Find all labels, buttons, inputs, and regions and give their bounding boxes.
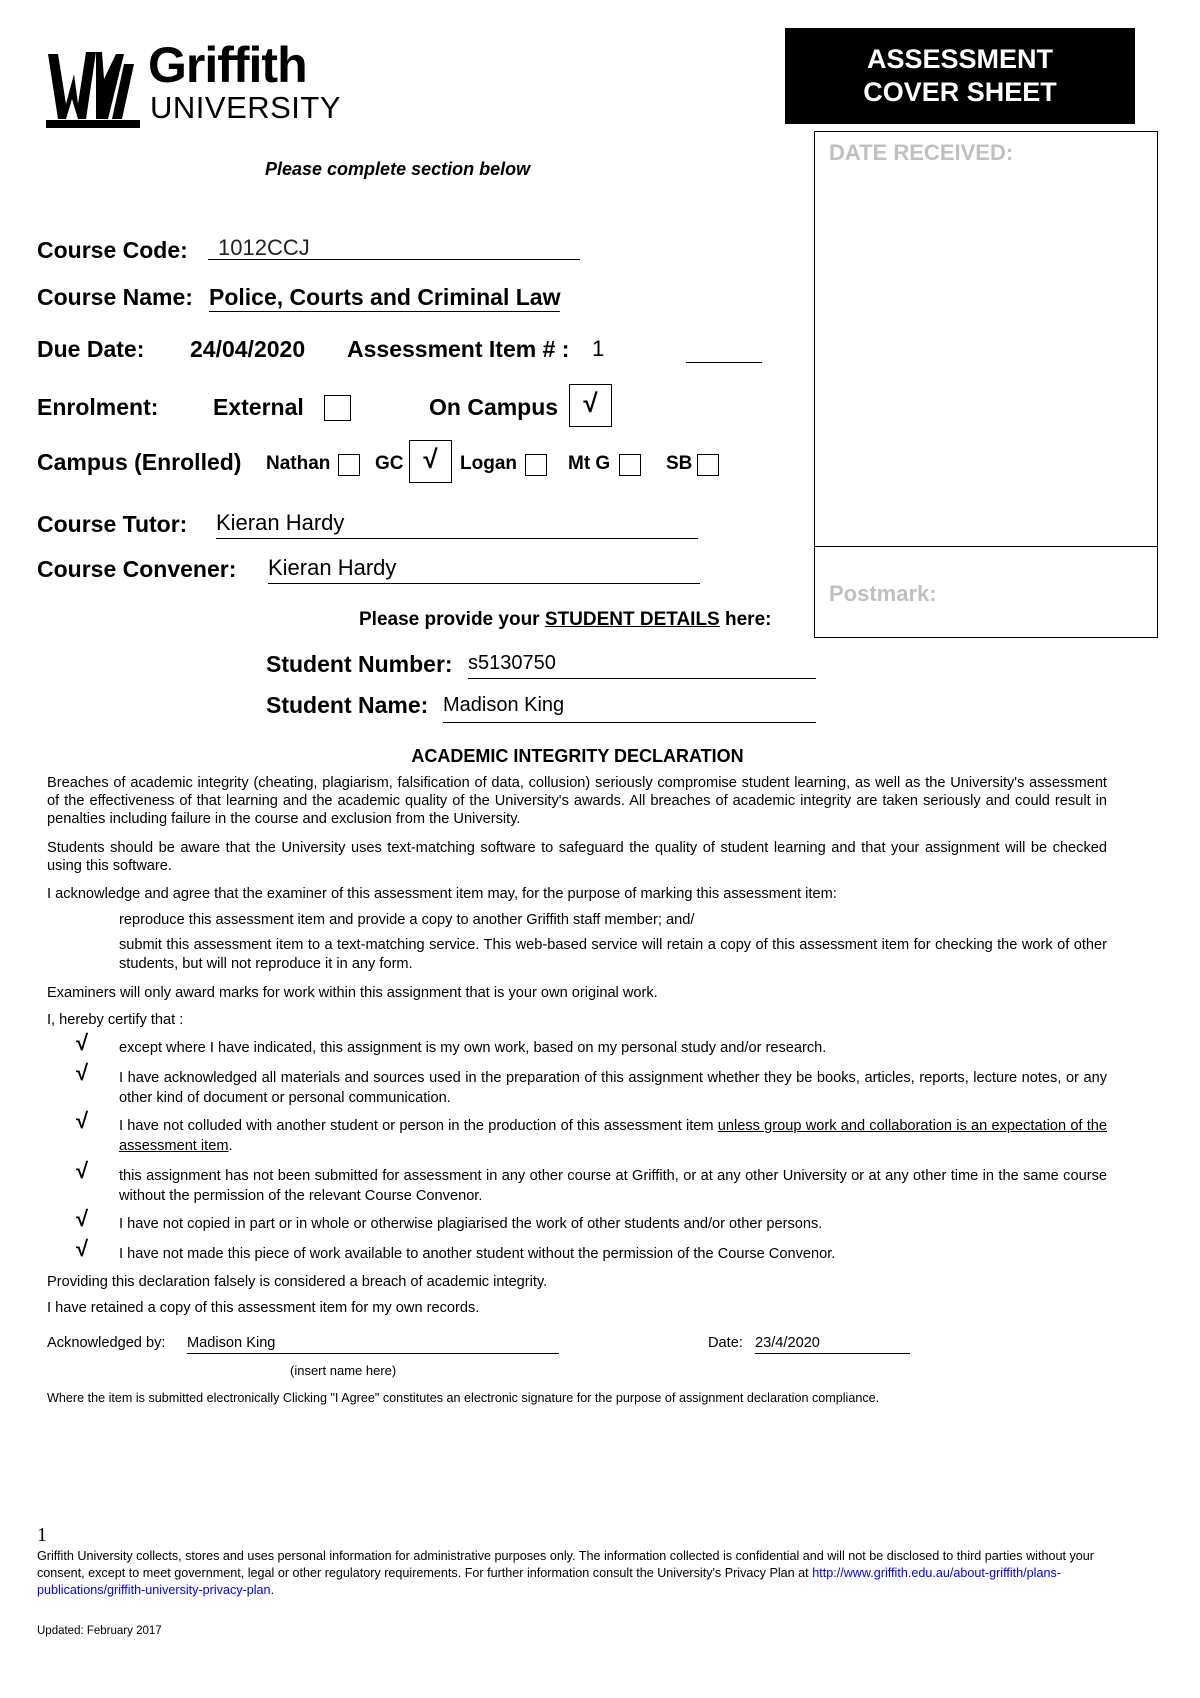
acknowledged-name-field[interactable]: Madison King (187, 1335, 559, 1354)
student-number-label: Student Number: (266, 651, 453, 677)
footnote-text: Griffith University collects, stores and uses personal information for administrative purposes only. The information collected is confidential and will not be disclosed to third parties without your consent, except to meet government, legal or other regulatory requirements. For further information consult the University's Privacy Plan at http://www.griffith.edu.au/about-griffith/plans-publications/griffith-university-privacy-plan. (37, 1549, 1094, 1597)
on-campus-checkbox[interactable]: √ (569, 384, 612, 427)
on-campus-label: On Campus (429, 394, 559, 420)
student-details-prompt: Please provide your STUDENT DETAILS here: (359, 609, 772, 630)
course-code-field[interactable]: 1012CCJ (208, 235, 580, 260)
insert-name-hint: (insert name here) (290, 1363, 397, 1378)
ack-date-label: Date: (708, 1335, 743, 1351)
griffith-logo-icon (44, 44, 144, 129)
tick-icon: √ (76, 1108, 89, 1133)
tick-icon: √ (76, 1206, 89, 1231)
course-tutor-field[interactable]: Kieran Hardy (216, 510, 698, 539)
course-name-field[interactable]: Police, Courts and Criminal Law (209, 284, 561, 310)
certify-5: I have not copied in part or in whole or otherwise plagiarised the work of other students and/or other persons. (119, 1216, 823, 1232)
external-label: External (213, 394, 304, 420)
campus-logan-label: Logan (460, 453, 517, 474)
declaration-para-1: Breaches of academic integrity (cheating, plagiarism, falsification of data, collusion) seriously compromise student learning, as well as the University's assessment of the effectiveness of that learning and the academic quality of the University's awards. All breaches of academic integrity are taken seriously and could result in penalties including failure in the course and exclusion from the University. (47, 775, 1107, 827)
student-name-field[interactable]: Madison King (443, 694, 816, 723)
declaration-para-5: I, hereby certify that : (47, 1012, 184, 1028)
ack-date-field[interactable]: 23/4/2020 (755, 1335, 910, 1354)
campus-nathan-checkbox[interactable] (338, 454, 360, 476)
declaration-para-3: I acknowledge and agree that the examiner of this assessment item may, for the purpose of marking this assessment item: (47, 886, 837, 902)
instruction-text: Please complete section below (265, 159, 531, 179)
declaration-item-2: submit this assessment item to a text-matching service. This web-based service will retain a copy of this assessment item for checking the work of other students, but will not reproduce it in any form. (119, 937, 1107, 972)
certify-2: I have acknowledged all materials and sources used in the preparation of this assignment whether they be books, articles, reports, lecture notes, or any other kind of document or personal communication. (119, 1070, 1107, 1106)
enrolment-label: Enrolment: (37, 394, 159, 420)
campus-mtg-label: Mt G (568, 453, 611, 474)
certify-3: I have not colluded with another student or person in the production of this assessment item unless group work and collaboration is an expectation of the assessment item. (119, 1118, 1107, 1154)
course-tutor-label: Course Tutor: (37, 511, 188, 537)
course-code-label: Course Code: (37, 237, 188, 263)
esign-note: Where the item is submitted electronically Clicking "I Agree" constitutes an electronic signature for the purpose of assignment declaration compliance. (47, 1391, 880, 1405)
declaration-para-7: I have retained a copy of this assessment item for my own records. (47, 1300, 480, 1316)
course-convener-field[interactable]: Kieran Hardy (268, 555, 700, 584)
tick-icon: √ (76, 1236, 89, 1261)
declaration-para-6: Providing this declaration falsely is considered a breach of academic integrity. (47, 1274, 548, 1290)
due-date-field[interactable]: 24/04/2020 (190, 336, 306, 362)
tick-icon: √ (76, 1158, 89, 1183)
external-checkbox[interactable] (324, 395, 351, 421)
campus-mtg-checkbox[interactable] (619, 454, 641, 476)
certify-1: except where I have indicated, this assignment is my own work, based on my personal study and/or research. (119, 1040, 827, 1056)
footnote-number: 1 (37, 1524, 47, 1546)
campus-logan-checkbox[interactable] (525, 454, 547, 476)
campus-sb-label: SB (666, 453, 693, 474)
certify-6: I have not made this piece of work available to another student without the permission of the Course Convenor. (119, 1246, 836, 1262)
declaration-para-4: Examiners will only award marks for work within this assignment that is your own original work. (47, 985, 658, 1001)
campus-gc-label: GC (375, 453, 404, 474)
campus-label: Campus (Enrolled) (37, 449, 242, 475)
declaration-title: ACADEMIC INTEGRITY DECLARATION (411, 746, 744, 766)
cover-sheet-title: ASSESSMENT COVER SHEET (785, 28, 1135, 124)
declaration-item-1: reproduce this assessment item and provide a copy to another Griffith staff member; and/ (119, 912, 695, 928)
declaration-para-2: Students should be aware that the University uses text-matching software to safeguard the quality of student learning and that your assignment will be checked using this software. (47, 840, 1107, 874)
student-number-field[interactable]: s5130750 (468, 652, 816, 679)
course-name-label: Course Name: (37, 284, 193, 310)
logo-sub: UNIVERSITY (150, 90, 342, 125)
course-convener-label: Course Convener: (37, 556, 237, 582)
tick-icon: √ (76, 1060, 89, 1085)
postmark-box (814, 547, 1158, 638)
assessment-item-label: Assessment Item # : (347, 336, 570, 362)
logo-name: Griffith (148, 37, 307, 93)
assessment-item-line (686, 362, 762, 363)
campus-gc-checkbox[interactable]: √ (409, 440, 452, 483)
date-received-label: DATE RECEIVED: (829, 140, 1014, 165)
acknowledged-label: Acknowledged by: (47, 1335, 166, 1351)
postmark-label: Postmark: (829, 581, 937, 606)
student-name-label: Student Name: (266, 692, 429, 718)
tick-icon: √ (76, 1030, 89, 1055)
assessment-item-field[interactable]: 1 (592, 336, 605, 361)
griffith-logo (44, 37, 364, 130)
updated-date: Updated: February 2017 (37, 1625, 162, 1637)
date-received-box (814, 131, 1158, 547)
certify-4: this assignment has not been submitted for assessment in any other course at Griffith, or at any other University or at any other time in the same course without the permission of the relevant Course Convenor. (119, 1168, 1107, 1204)
privacy-plan-link[interactable]: http://www.griffith.edu.au/about-griffith/plans-publications/griffith-university-privacy-plan (37, 1566, 1061, 1597)
campus-nathan-label: Nathan (266, 453, 331, 474)
campus-sb-checkbox[interactable] (697, 454, 719, 476)
due-date-label: Due Date: (37, 336, 145, 362)
